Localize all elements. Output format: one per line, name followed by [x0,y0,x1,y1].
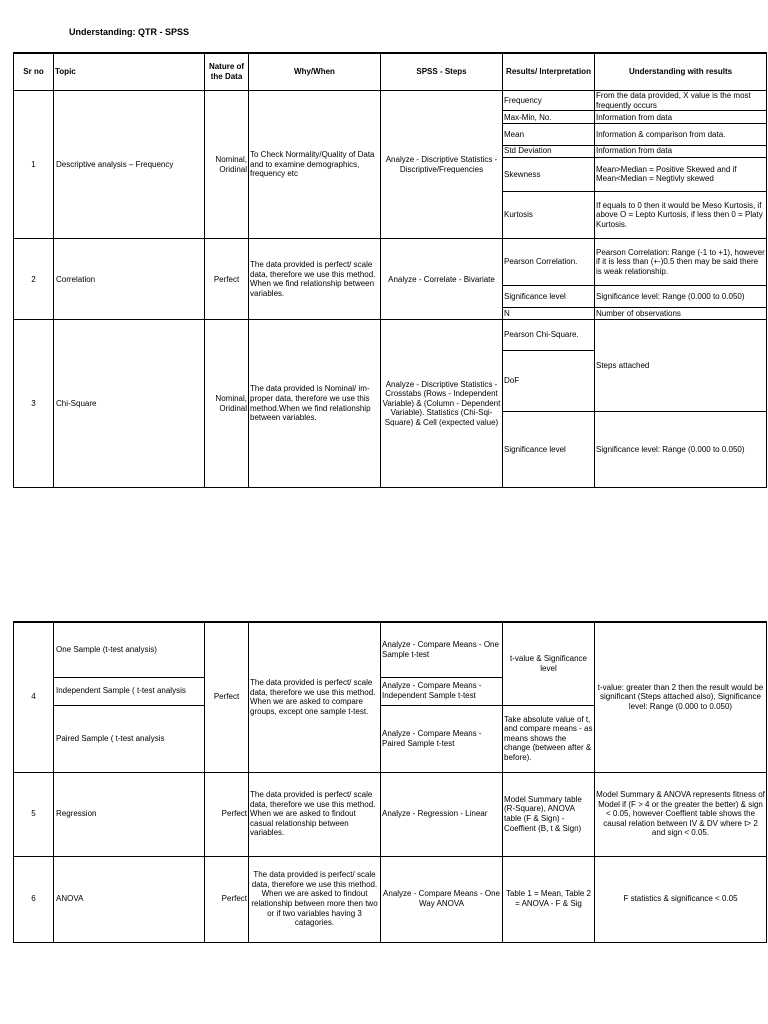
understanding-cell: Mean>Median = Positive Skewed and if Mean<Median = Negtivly skewed [595,157,767,191]
steps-cell: Analyze - Compare Means - Independent Sample t-test [381,677,503,705]
result-cell: Max-Min, No. [503,111,595,124]
header-results: Results/ Interpretation [503,53,595,90]
nature-cell: Perfect [205,239,249,320]
topic-cell: ANOVA [54,856,205,942]
spss-table-part2 [13,621,767,943]
sr-cell: 2 [14,239,54,320]
page-title: Understanding: QTR - SPSS [69,27,190,37]
header-why: Why/When [249,53,381,90]
understanding-cell: Number of observations [595,308,767,320]
table-row [14,622,767,677]
nature-cell: Nominal, Oridinal [205,90,249,239]
sr-cell: 4 [14,622,54,772]
result-cell: Mean [503,124,595,145]
steps-cell: Analyze - Regression - Linear [381,772,503,856]
sr-cell: 5 [14,772,54,856]
result-cell: Pearson Correlation. [503,239,595,285]
steps-cell: Analyze - Discriptive Statistics - Discriptive/Frequencies [381,90,503,239]
steps-cell: Analyze - Compare Means - Paired Sample t-test [381,705,503,772]
why-cell: The data provided is perfect/ scale data, therefore we use this method. When we find relationship between variables. [249,239,381,320]
nature-cell: Perfect [205,622,249,772]
result-cell: Frequency [503,90,595,110]
table-row [14,239,767,285]
result-cell: Model Summary table (R-Square), ANOVA table (F & Sign) - Coeffient (B, t & Sign) [503,772,595,856]
sr-cell: 6 [14,856,54,942]
topic-cell: Descriptive analysis – Frequency [54,90,205,239]
header-nature: Nature of the Data [205,53,249,90]
result-cell: Std Deviation [503,145,595,157]
header-steps: SPSS - Steps [381,53,503,90]
result-cell: Significance level [503,285,595,307]
sr-cell: 1 [14,90,54,239]
why-cell: The data provided is perfect/ scale data, therefore we use this method. When we are asked to compare groups, except one sample t-test. [249,622,381,772]
result-cell: Pearson Chi-Square. [503,320,595,350]
why-cell: To Check Normality/Quality of Data and to examine demographics, frequency etc [249,90,381,239]
understanding-cell: Steps attached [595,320,767,412]
understanding-cell: Information from data [595,111,767,124]
understanding-cell: Information from data [595,145,767,157]
understanding-cell: Significance level: Range (0.000 to 0.050) [595,285,767,307]
result-cell: DoF [503,350,595,412]
result-cell: Take absolute value of t, and compare means - as means shows the change (between after & before). [503,705,595,772]
steps-cell: Analyze - Discriptive Statistics - Crosstabs (Rows - Independent Variable) & (Column - Dependent Variable). Statistics (Chi-Sqi-Square) & Cell (expected value) [381,320,503,488]
understanding-cell: From the data provided, X value is the most frequently occurs [595,90,767,110]
understanding-cell: Information & comparison from data. [595,124,767,145]
topic-cell: Independent Sample ( t-test analysis [54,677,205,705]
topic-cell: Chi-Square [54,320,205,488]
result-cell: N [503,308,595,320]
understanding-cell: F statistics & significance < 0.05 [595,856,767,942]
table-row [14,856,767,942]
sr-cell: 3 [14,320,54,488]
topic-cell: One Sample (t-test analysis) [54,622,205,677]
why-cell: The data provided is perfect/ scale data, therefore we use this method. When we are asked to findout casual relationship between variables. [249,772,381,856]
table-row [14,90,767,110]
understanding-cell: t-value: greater than 2 then the result would be significant (Steps attached also), Significance level: Range (0.000 to 0.050) [595,622,767,772]
nature-cell: Perfect [205,772,249,856]
topic-cell: Paired Sample ( t-test analysis [54,705,205,772]
understanding-cell: Model Summary & ANOVA represents fitness of Model if (F > 4 or the greater the better) & sign < 0.05, however Coeffient table shows the causal relation between IV & DV where t> 2 and sign < 0.05. [595,772,767,856]
result-cell: Significance level [503,412,595,488]
steps-cell: Analyze - Compare Means - One Sample t-test [381,622,503,677]
why-cell: The data provided is Nominal/ im-proper data, therefore we use this method.When we find relationship between variables. [249,320,381,488]
header-row [14,53,767,90]
header-understanding: Understanding with results [595,53,767,90]
spss-table-part1 [13,52,767,488]
understanding-cell: Significance level: Range (0.000 to 0.050) [595,412,767,488]
header-topic: Topic [54,53,205,90]
result-cell: Skewness [503,157,595,191]
nature-cell: Perfect [205,856,249,942]
result-cell: Table 1 = Mean, Table 2 = ANOVA - F & Sig [503,856,595,942]
steps-cell: Analyze - Correlate - Bivariate [381,239,503,320]
steps-cell: Analyze - Compare Means - One Way ANOVA [381,856,503,942]
result-cell: t-value & Significance level [503,622,595,705]
table-row [14,320,767,350]
nature-cell: Nominal, Oridinal [205,320,249,488]
topic-cell: Correlation [54,239,205,320]
topic-cell: Regression [54,772,205,856]
header-sr: Sr no [14,53,54,90]
why-cell: The data provided is perfect/ scale data, therefore we use this method. When we are asked to findout relationship between more then two or if two variables having 3 catagories. [249,856,381,942]
understanding-cell: If equals to 0 then it would be Meso Kurtosis, if above O = Lepto Kurtosis, if less then 0 = Platy Kurtosis. [595,192,767,239]
understanding-cell: Pearson Correlation: Range (-1 to +1), however if it is less than (+-)0.5 then may be said there is weak relationship. [595,239,767,285]
result-cell: Kurtosis [503,192,595,239]
table-row [14,772,767,856]
